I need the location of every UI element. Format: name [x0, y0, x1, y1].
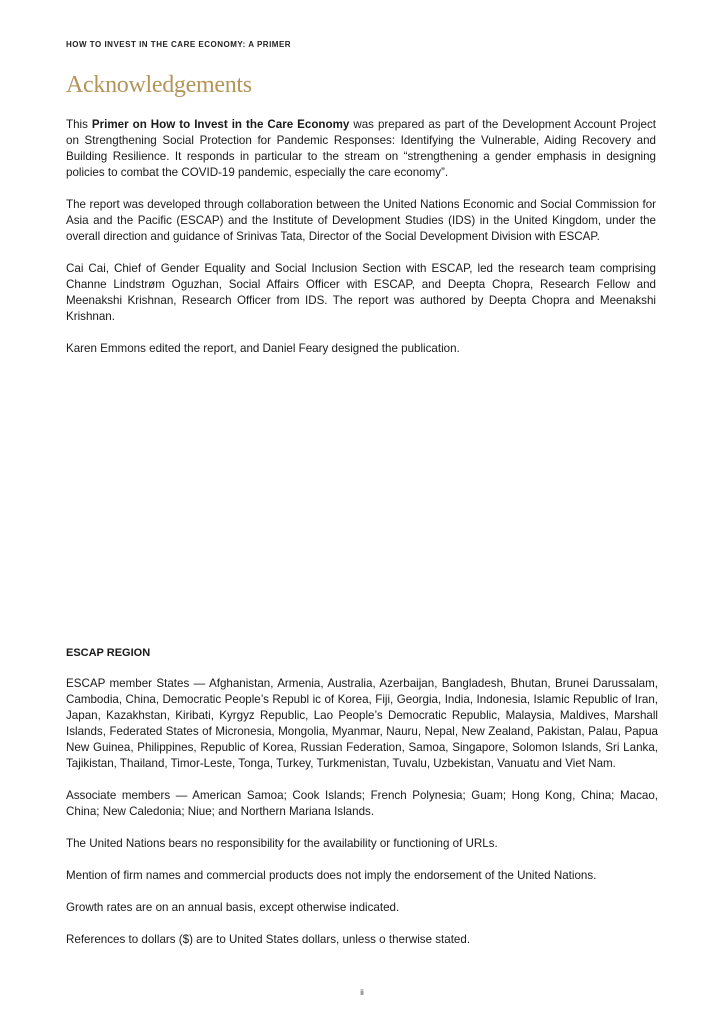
member-states-paragraph: ESCAP member States — Afghanistan, Armenia, Australia, Azerbaijan, Bangladesh, Bhutan, Brunei Darussalam, Cambodia, China, Democratic People’s Republ ic of Korea, Fiji, Georgia, India, Indonesia, Islamic Republic of Iran, Japan, Kazakhstan, Kiribati, Kyrgyz Republic, Lao People’s Democratic Republic, Malaysia, Maldives, Marshall Islands, Federated States of Micronesia, Mongolia, Myanmar, Nauru, Nepal, New Zealand, Pakistan, Palau, Papua New Guinea, Philippines, Republic of Korea, Russian Federation, Samoa, Singapore, Solomon Islands, Sri Lanka, Tajikistan, Thailand, Timor-Leste, Tonga, Turkey, Turkmenistan, Tuvalu, Uzbekistan, Vanuatu and Viet Nam.	[66, 677, 658, 770]
escap-region-section	[66, 646, 658, 964]
firm-names-disclaimer: Mention of firm names and commercial products does not imply the endorsement of the United Nations.	[66, 869, 597, 882]
growth-rates-note: Growth rates are on an annual basis, except otherwise indicated.	[66, 901, 400, 914]
ack-paragraph-2: The report was developed through collaboration between the United Nations Economic and Social Commission for Asia and the Pacific (ESCAP) and the Institute of Development Studies (IDS) in the United Kingdom, under the overall direction and guidance of Srinivas Tata, Director of the Social Development Division with ESCAP.	[66, 198, 656, 243]
associate-members-paragraph: Associate members — American Samoa; Cook Islands; French Polynesia; Guam; Hong Kong, China; Macao, China; New Caledonia; Niue; and Northern Mariana Islands.	[66, 789, 658, 818]
ack-paragraph-3: Cai Cai, Chief of Gender Equality and Social Inclusion Section with ESCAP, led the research team comprising Channe Lindstrøm Oguzhan, Social Affairs Officer with ESCAP, and Deepta Chopra, Research Fellow and Meenakshi Krishnan, Research Officer from IDS. The report was authored by Deepta Chopra and Meenakshi Krishnan.	[66, 262, 656, 323]
ack-p1-prefix: This	[66, 118, 92, 131]
ack-paragraph-1	[66, 117, 656, 181]
acknowledgements-body	[66, 117, 656, 373]
url-disclaimer: The United Nations bears no responsibility for the availability or functioning of URLs.	[66, 837, 498, 850]
page-number: ii	[360, 988, 364, 997]
dollars-note: References to dollars ($) are to United States dollars, unless o therwise stated.	[66, 933, 471, 946]
running-header: HOW TO INVEST IN THE CARE ECONOMY: A PRIMER	[66, 40, 292, 49]
escap-region-heading: ESCAP REGION	[66, 647, 151, 659]
ack-paragraph-4: Karen Emmons edited the report, and Daniel Feary designed the publication.	[66, 342, 460, 355]
ack-p1-rest: was prepared as part of the Development Account Project on Strengthening Social Protection for Pandemic Responses: Identifying the Vulnerable, Aiding Recovery and Building Resilience. It responds in particular to the stream on “strengthening a gender emphasis in designing policies to combat the COVID-19 pandemic, especially the care economy”.	[66, 118, 657, 179]
page-title: Acknowledgements	[66, 72, 252, 98]
publication-title: Primer on How to Invest in the Care Economy	[91, 118, 350, 131]
